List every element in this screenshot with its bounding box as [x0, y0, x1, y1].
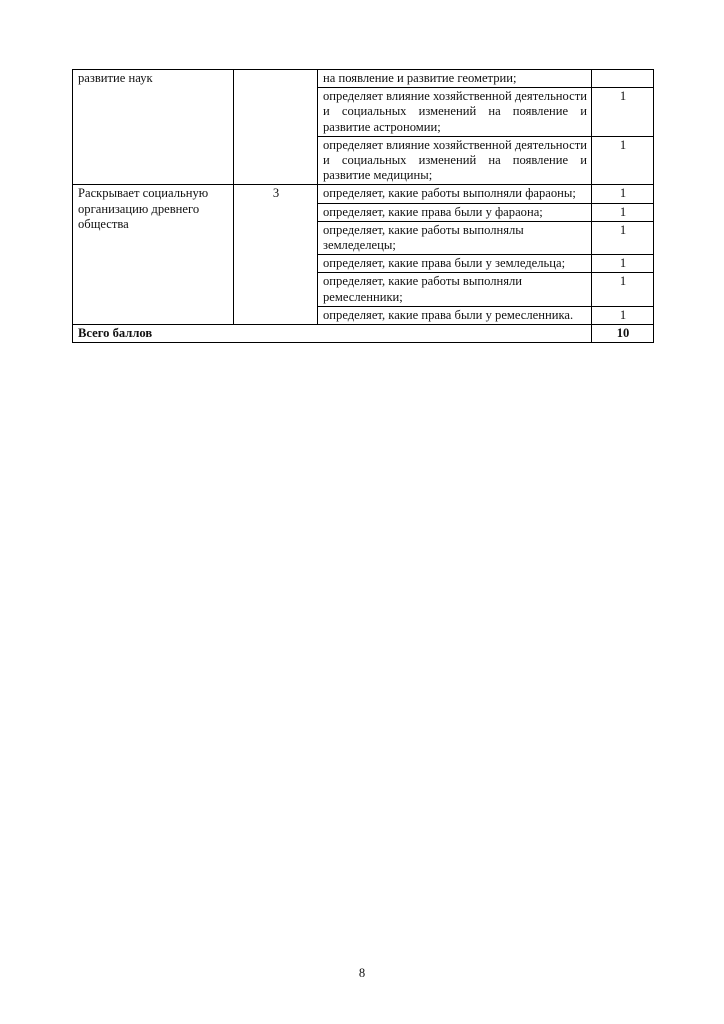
total-row	[73, 325, 654, 343]
descriptor-cell: определяет, какие права были у фараона;	[318, 203, 592, 221]
score-cell: 1	[592, 88, 654, 137]
score-cell: 1	[592, 306, 654, 324]
descriptor-cell: определяет, какие права были у земледельца;	[318, 255, 592, 273]
assessment-rubric-table	[72, 69, 654, 343]
criterion-cell: Раскрывает социальную организацию древнего общества	[73, 185, 234, 325]
score-cell: 1	[592, 273, 654, 306]
descriptor-cell: на появление и развитие геометрии;	[318, 70, 592, 88]
criterion-cell: развитие наук	[73, 70, 234, 185]
descriptor-cell: определяет, какие работы выполнялы земледелецы;	[318, 221, 592, 254]
descriptor-cell: определяет, какие работы выполняли фараоны;	[318, 185, 592, 203]
score-cell	[592, 70, 654, 88]
table-row	[73, 185, 654, 203]
descriptor-cell: определяет влияние хозяйственной деятельности и социальных изменений на появление и развитие астрономии;	[318, 88, 592, 137]
descriptor-cell: определяет влияние хозяйственной деятельности и социальных изменений на появление и развитие медицины;	[318, 136, 592, 185]
descriptor-cell: определяет, какие права были у ремесленника.	[318, 306, 592, 324]
table-row	[73, 70, 654, 88]
task-count-cell: 3	[234, 185, 318, 325]
total-value: 10	[592, 325, 654, 343]
score-cell: 1	[592, 203, 654, 221]
total-label: Всего баллов	[73, 325, 592, 343]
score-cell: 1	[592, 221, 654, 254]
score-cell: 1	[592, 185, 654, 203]
score-cell: 1	[592, 136, 654, 185]
task-count-cell	[234, 70, 318, 185]
descriptor-cell: определяет, какие работы выполняли ремесленники;	[318, 273, 592, 306]
page-number: 8	[358, 966, 366, 980]
score-cell: 1	[592, 255, 654, 273]
